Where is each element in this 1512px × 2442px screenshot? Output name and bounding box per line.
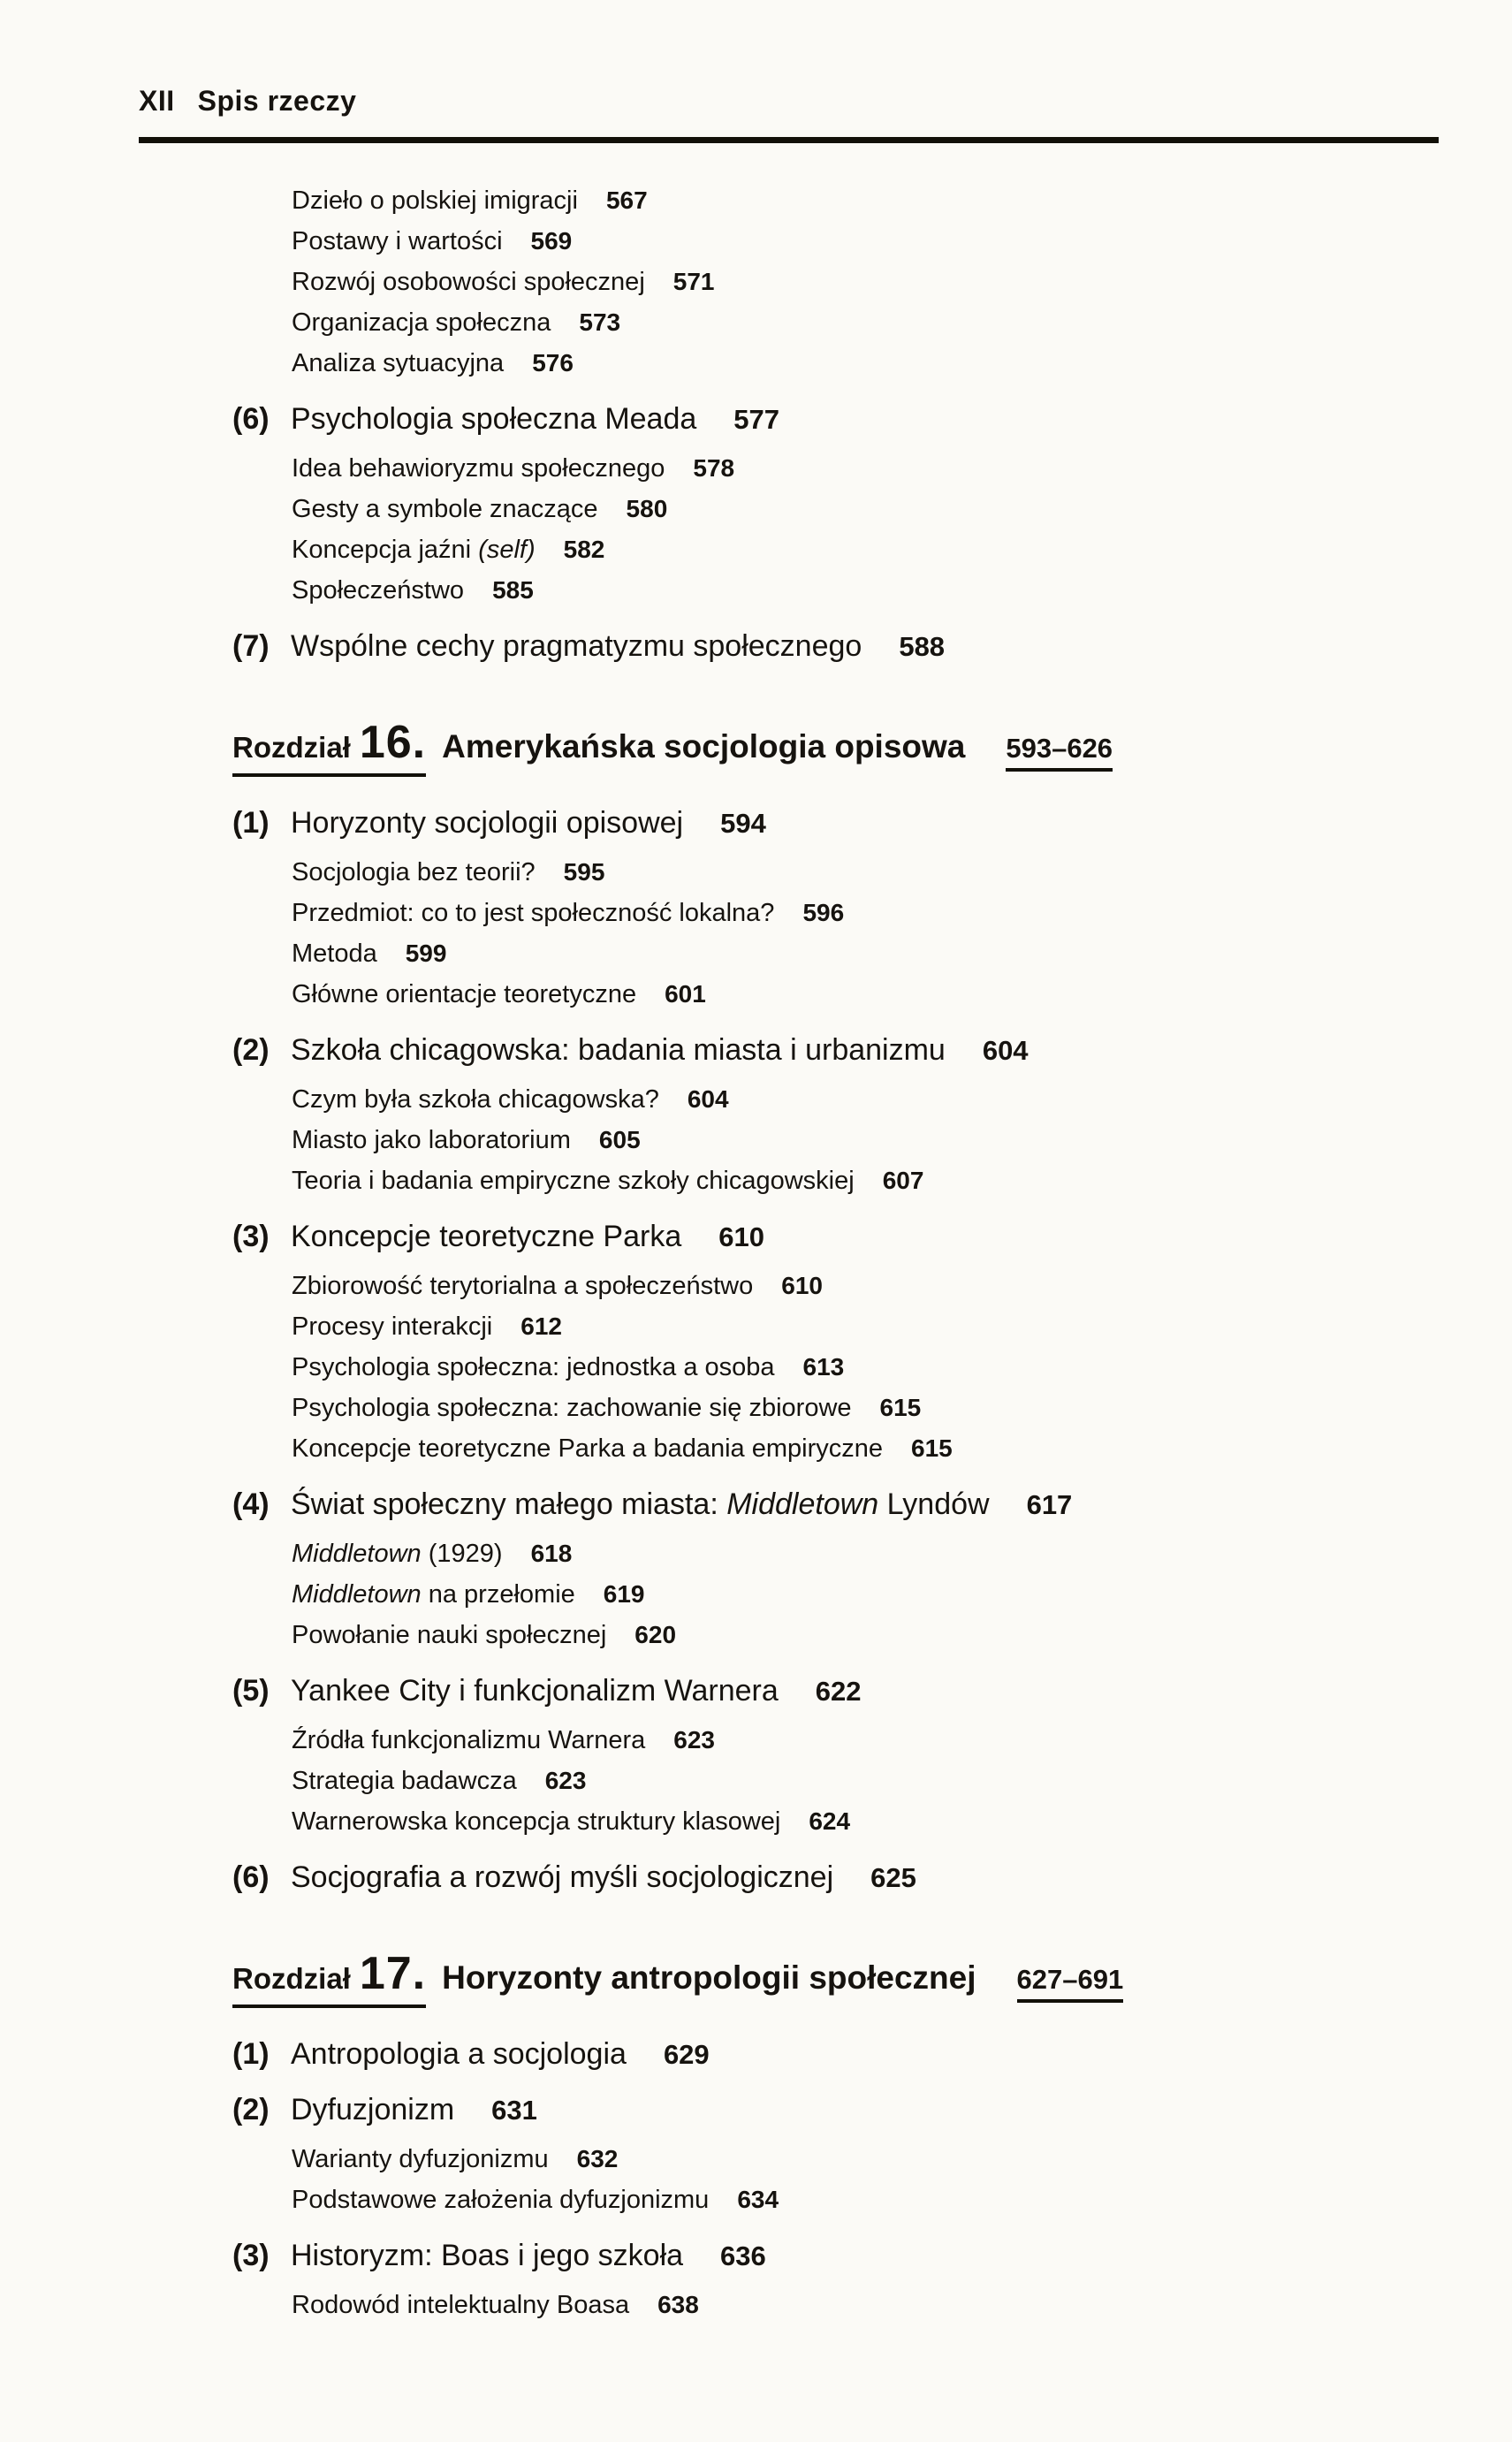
entry-page: 631: [491, 2095, 537, 2126]
entry-page: 595: [563, 858, 605, 886]
entry-page: 610: [781, 1272, 823, 1299]
entry-page: 580: [626, 495, 668, 522]
entry-title: [292, 1807, 780, 1836]
entry-title-segment: Warianty dyfuzjonizmu: [292, 2145, 549, 2173]
entry-page: 629: [663, 2039, 710, 2070]
entry-title-segment: Miasto jako laboratorium: [292, 1126, 571, 1154]
chapter-label-group: [232, 716, 426, 777]
toc-subentry: [139, 974, 1439, 1015]
entry-number: (1): [232, 2037, 270, 2071]
entry-number: (2): [232, 1033, 270, 1067]
entry-title-segment: Czym była szkoła chicagowska?: [292, 1085, 659, 1114]
entry-title: [291, 2239, 683, 2272]
entry-title: [292, 1621, 606, 1649]
entry-page: 638: [657, 2291, 699, 2318]
entry-title-segment: Przedmiot: co to jest społeczność lokalna?: [292, 899, 775, 927]
page-title: Spis rzeczy: [197, 85, 357, 117]
entry-page: 622: [815, 1676, 862, 1707]
entry-page: 625: [870, 1862, 916, 1893]
entry-title-segment: Warnerowska koncepcja struktury klasowej: [292, 1807, 781, 1836]
entry-title-segment: Organizacja społeczna: [292, 308, 551, 337]
entry-title-italic-segment: Middletown: [292, 1580, 422, 1609]
entry-title-segment: Lyndów: [878, 1487, 990, 1521]
toc-subentry: [139, 1720, 1439, 1761]
entry-title-segment: Idea behawioryzmu społecznego: [292, 454, 665, 483]
toc-subentry: [139, 1306, 1439, 1347]
chapter-pages: 627–691: [1017, 1964, 1124, 2003]
entry-title-segment: Metoda: [292, 940, 377, 968]
entry-page: 636: [720, 2240, 766, 2271]
entry-title: [292, 858, 536, 886]
entry-title-segment: Gesty a symbole znaczące: [292, 495, 598, 523]
toc-subentry: [139, 221, 1439, 262]
entry-title-segment: Dyfuzjonizm: [291, 2093, 455, 2126]
entry-title: [291, 629, 862, 663]
entry-title: [292, 576, 464, 605]
toc-subentry: [139, 1428, 1439, 1469]
entry-number: (1): [232, 806, 270, 840]
entry-page: 577: [733, 404, 780, 435]
page-header: [139, 85, 1439, 118]
entry-page: 585: [492, 576, 534, 604]
entry-title: [292, 1126, 571, 1154]
entry-title-segment: Główne orientacje teoretyczne: [292, 980, 637, 1008]
entry-title-italic-segment: Middletown: [726, 1487, 879, 1521]
entry-number: (6): [232, 402, 270, 436]
entry-title: [291, 2037, 627, 2071]
entry-title-segment: Rozwój osobowości społecznej: [292, 268, 645, 296]
entry-number: (2): [232, 2093, 270, 2126]
entry-page: 601: [665, 980, 706, 1008]
toc-subentry: [139, 1801, 1439, 1842]
entry-title-segment: Źródła funkcjonalizmu Warnera: [292, 1726, 646, 1754]
entry-title-segment: Psychologia społeczna: zachowanie się zbiorowe: [292, 1394, 852, 1422]
entry-title-segment: (1929): [421, 1540, 503, 1568]
entry-title: [292, 940, 377, 968]
toc-subentry: [139, 529, 1439, 570]
entry-page: 604: [687, 1085, 729, 1113]
entry-page: 578: [693, 454, 735, 482]
header-rule: [139, 137, 1439, 143]
entry-title: [292, 1580, 575, 1609]
toc-subentry: [139, 1347, 1439, 1388]
entry-title-segment: Procesy interakcji: [292, 1312, 493, 1341]
toc-subentry: [139, 1761, 1439, 1801]
toc-section-entry: [139, 2035, 1439, 2074]
entry-page: 623: [544, 1767, 587, 1794]
entry-title: [291, 1674, 779, 1708]
page-number-corner: XII: [139, 85, 175, 117]
entry-title: [292, 1167, 855, 1195]
entry-title-segment: Dzieło o polskiej imigracji: [292, 186, 578, 215]
entry-title-segment: Socjologia bez teorii?: [292, 858, 536, 886]
toc-section-entry: [139, 803, 1439, 843]
entry-title-italic-segment: (self): [478, 536, 536, 564]
toc-subentry: [139, 570, 1439, 611]
toc-section-entry: [139, 1858, 1439, 1898]
entry-title: [292, 1726, 645, 1754]
chapter-number: 17.: [359, 1948, 427, 1999]
toc-subentry: [139, 180, 1439, 221]
toc-section-entry: [139, 2090, 1439, 2130]
toc-subentry: [139, 1533, 1439, 1574]
entry-title-segment: Społeczeństwo: [292, 576, 465, 605]
entry-title: [292, 899, 774, 927]
entry-title: [292, 1767, 517, 1795]
toc-section-entry: [139, 1031, 1439, 1070]
chapter-title: Amerykańska socjologia opisowa: [442, 728, 966, 765]
entry-page: 582: [563, 536, 605, 563]
entry-title-segment: Socjografia a rozwój myśli socjologicznej: [291, 1860, 834, 1894]
entry-number: (6): [232, 1860, 270, 1894]
toc-subentry: [139, 1120, 1439, 1160]
entry-title-segment: Wspólne cechy pragmatyzmu społecznego: [291, 629, 862, 663]
entry-title-segment: Postawy i wartości: [292, 227, 503, 255]
entry-page: 596: [802, 899, 845, 926]
toc-subentry: [139, 1160, 1439, 1201]
entry-number: (5): [232, 1674, 270, 1708]
entry-title: [292, 2291, 629, 2319]
entry-title: [292, 536, 536, 564]
toc-subentry: [139, 1574, 1439, 1615]
entry-title: [292, 454, 665, 483]
entry-page: 624: [809, 1807, 851, 1835]
entry-page: 613: [802, 1353, 845, 1381]
entry-title-segment: Yankee City i funkcjonalizm Warnera: [291, 1674, 779, 1708]
chapter-label: Rozdział: [232, 1962, 351, 1995]
entry-title-segment: Koncepcja jaźni: [292, 536, 479, 564]
toc-subentry: [139, 1388, 1439, 1428]
entry-title: [292, 349, 504, 377]
entry-title: [291, 2093, 454, 2126]
entry-number: (4): [232, 1487, 270, 1521]
entry-number: (3): [232, 1220, 270, 1253]
entry-title: [292, 495, 598, 523]
entry-title: [292, 1085, 659, 1114]
entry-page: 576: [532, 349, 574, 377]
chapter-number: 16.: [359, 717, 427, 768]
entry-title: [292, 2145, 549, 2173]
toc-subentry: [139, 302, 1439, 343]
chapter-label-group: [232, 1947, 426, 2008]
toc-subentry: [139, 2180, 1439, 2220]
toc-entries: [139, 180, 1439, 2325]
toc-subentry: [139, 1266, 1439, 1306]
toc-chapter-heading: [139, 716, 1439, 777]
entry-title: [292, 268, 645, 296]
entry-page: 623: [673, 1726, 715, 1754]
entry-number: (3): [232, 2239, 270, 2272]
toc-subentry: [139, 852, 1439, 893]
entry-page: 569: [530, 227, 573, 255]
entry-title-segment: Koncepcje teoretyczne Parka a badania empiryczne: [292, 1434, 883, 1463]
entry-title: [291, 1860, 833, 1894]
entry-title: [292, 980, 636, 1008]
entry-title: [292, 1394, 852, 1422]
entry-page: 620: [634, 1621, 677, 1648]
chapter-pages: 593–626: [1006, 733, 1113, 772]
entry-title: [292, 1272, 753, 1300]
entry-page: 615: [911, 1434, 953, 1462]
chapter-label: Rozdział: [232, 731, 351, 764]
entry-title: [291, 1220, 681, 1253]
entry-page: 571: [672, 268, 715, 295]
entry-title: [292, 1434, 883, 1463]
entry-title: [292, 308, 551, 337]
toc-subentry: [139, 1615, 1439, 1655]
toc-subentry: [139, 1079, 1439, 1120]
chapter-title: Horyzonty antropologii społecznej: [442, 1959, 976, 1996]
entry-title-segment: Antropologia a socjologia: [291, 2037, 627, 2071]
entry-title-segment: Psychologia społeczna Meada: [291, 402, 697, 436]
entry-title: [292, 1353, 775, 1381]
toc-section-entry: [139, 2236, 1439, 2276]
toc-section-entry: [139, 1485, 1439, 1525]
entry-title-segment: Podstawowe założenia dyfuzjonizmu: [292, 2186, 710, 2214]
entry-page: 617: [1026, 1489, 1073, 1520]
toc-subentry: [139, 448, 1439, 489]
entry-title-segment: na przełomie: [421, 1580, 575, 1609]
entry-page: 632: [576, 2145, 619, 2172]
entry-page: 588: [899, 631, 946, 662]
entry-title-segment: Psychologia społeczna: jednostka a osoba: [292, 1353, 775, 1381]
entry-title-segment: Szkoła chicagowska: badania miasta i urbanizmu: [291, 1033, 946, 1067]
entry-page: 612: [520, 1312, 562, 1340]
entry-title-segment: Rodowód intelektualny Boasa: [292, 2291, 630, 2319]
entry-title-segment: Teoria i badania empiryczne szkoły chicagowskiej: [292, 1167, 855, 1195]
entry-title: [291, 1033, 946, 1067]
entry-title: [292, 227, 503, 255]
entry-title-segment: Strategia badawcza: [292, 1767, 517, 1795]
entry-title-segment: Analiza sytuacyjna: [292, 349, 505, 377]
entry-title: [291, 1487, 990, 1521]
toc-section-entry: [139, 1217, 1439, 1257]
entry-title: [292, 2186, 709, 2214]
entry-title: [292, 1540, 503, 1568]
toc-subentry: [139, 893, 1439, 933]
entry-title: [291, 806, 683, 840]
entry-title: [292, 1312, 492, 1341]
entry-page: 618: [530, 1540, 573, 1567]
toc-section-entry: [139, 627, 1439, 666]
entry-title-segment: Historyzm: Boas i jego szkoła: [291, 2239, 684, 2272]
entry-page: 567: [605, 186, 648, 214]
entry-title-segment: Zbiorowość terytorialna a społeczeństwo: [292, 1272, 754, 1300]
entry-number: (7): [232, 629, 270, 663]
entry-title-segment: Horyzonty socjologii opisowej: [291, 806, 684, 840]
entry-page: 599: [405, 940, 447, 967]
entry-page: 610: [718, 1221, 764, 1252]
toc-section-entry: [139, 1671, 1439, 1711]
entry-page: 594: [720, 808, 766, 839]
toc-subentry: [139, 489, 1439, 529]
toc-chapter-heading: [139, 1947, 1439, 2008]
entry-page: 615: [879, 1394, 922, 1421]
toc-subentry: [139, 2285, 1439, 2325]
entry-page: 604: [982, 1035, 1029, 1066]
entry-page: 605: [598, 1126, 641, 1153]
entry-page: 634: [737, 2186, 779, 2213]
toc-subentry: [139, 343, 1439, 384]
toc-subentry: [139, 2139, 1439, 2180]
entry-title-segment: Świat społeczny małego miasta:: [291, 1487, 727, 1521]
entry-page: 619: [603, 1580, 645, 1608]
toc-subentry: [139, 933, 1439, 974]
toc-section-entry: [139, 399, 1439, 439]
entry-page: 607: [882, 1167, 924, 1194]
entry-title-segment: Koncepcje teoretyczne Parka: [291, 1220, 682, 1253]
entry-page: 573: [579, 308, 621, 336]
entry-title-italic-segment: Middletown: [292, 1540, 422, 1568]
entry-title-segment: Powołanie nauki społecznej: [292, 1621, 607, 1649]
toc-subentry: [139, 262, 1439, 302]
entry-title: [292, 186, 578, 215]
entry-title: [291, 402, 696, 436]
